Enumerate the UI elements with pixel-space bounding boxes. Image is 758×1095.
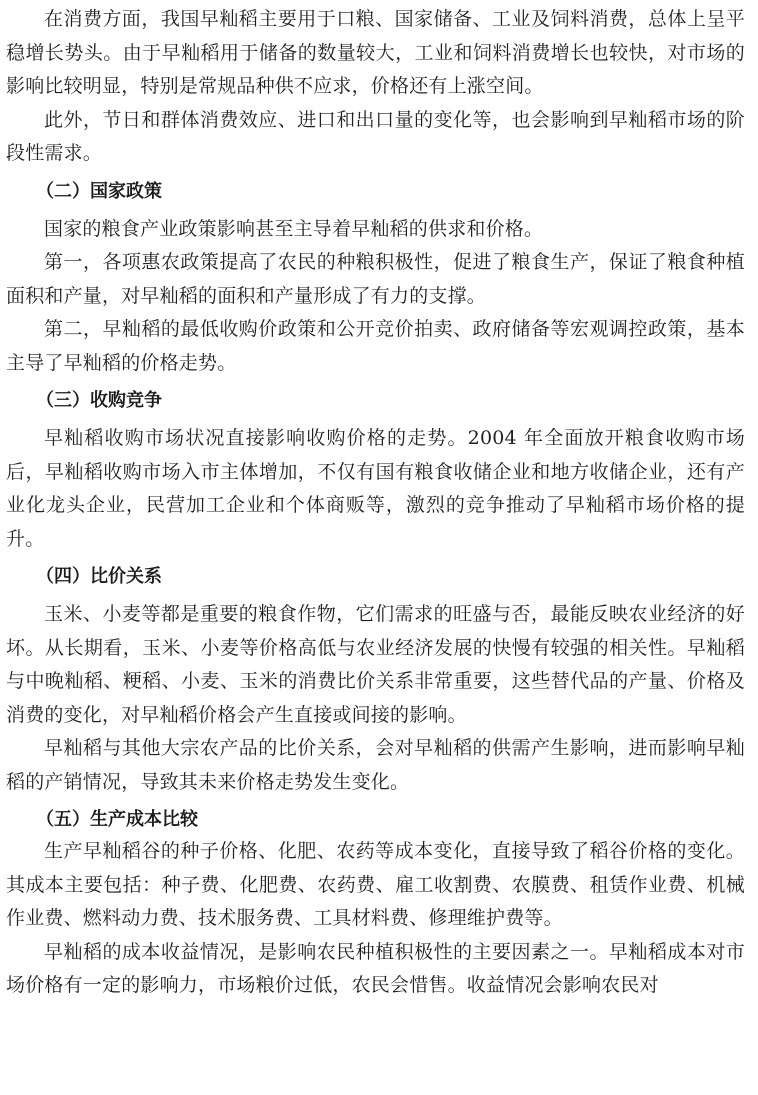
paragraph-price-ratio-effect: 早籼稻与其他大宗农产品的比价关系，会对早籼稻的供需产生影响，进而影响早籼稻的产销情况，导致其未来价格走势发生变化。 [6, 737, 745, 793]
paragraph-policy-intro: 国家的粮食产业政策影响甚至主导着早籼稻的供求和价格。 [44, 217, 544, 240]
paragraph-policy-first: 第一，各项惠农政策提高了农民的种粮积极性，促进了粮食生产，保证了粮食种植面积和产量，对早籼稻的面积和产量形成了有力的支撑。 [6, 251, 745, 307]
paragraph-policy-second: 第二，早籼稻的最低收购价政策和公开竞价拍卖、政府储备等宏观调控政策，基本主导了早籼稻的价格走势。 [6, 318, 745, 374]
paragraph-production-cost: 生产早籼稻谷的种子价格、化肥、农药等成本变化，直接导致了稻谷价格的变化。其成本主要包括：种子费、化肥费、农药费、雇工收割费、农膜费、租赁作业费、机械作业费、燃料动力费、技术服务费、工具材料费、修理维护费等。 [6, 840, 745, 929]
paragraph-price-ratio-crops: 玉米、小麦等都是重要的粮食作物，它们需求的旺盛与否，最能反映农业经济的好坏。从长期看，玉米、小麦等价格高低与农业经济发展的快慢有较强的相关性。早籼稻与中晚籼稻、粳稻、小麦、玉米的消费比价关系非常重要，这些替代品的产量、价格及消费的变化，对早籼稻价格会产生直接或间接的影响。 [6, 603, 745, 726]
paragraph-purchase-competition: 早籼稻收购市场状况直接影响收购价格的走势。2004 年全面放开粮食收购市场后，早籼稻收购市场入市主体增加，不仅有国有粮食收储企业和地方收储企业，还有产业化龙头企业，民营加工企业和个体商贩等，激烈的竞争推动了早籼稻市场价格的提升。 [6, 427, 745, 550]
paragraph-consumption: 在消费方面，我国早籼稻主要用于口粮、国家储备、工业及饲料消费，总体上呈平稳增长势头。由于早籼稻用于储备的数量较大，工业和饲料消费增长也较快，对市场的影响比较明显，特别是常规品种供不应求，价格还有上涨空间。 [6, 8, 745, 97]
paragraph-cost-benefit: 早籼稻的成本收益情况，是影响农民种植积极性的主要因素之一。早籼稻成本对市场价格有一定的影响力，市场粮价过低，农民会惜售。收益情况会影响农民对 [6, 940, 745, 996]
heading-purchase-competition: （三）收购竞争 [36, 390, 162, 411]
heading-production-cost: （五）生产成本比较 [36, 809, 198, 830]
heading-price-ratio: （四）比价关系 [36, 566, 162, 587]
heading-national-policy: （二）国家政策 [36, 180, 162, 202]
paragraph-demand-factors: 此外，节日和群体消费效应、进口和出口量的变化等，也会影响到早籼稻市场的阶段性需求。 [6, 108, 745, 164]
